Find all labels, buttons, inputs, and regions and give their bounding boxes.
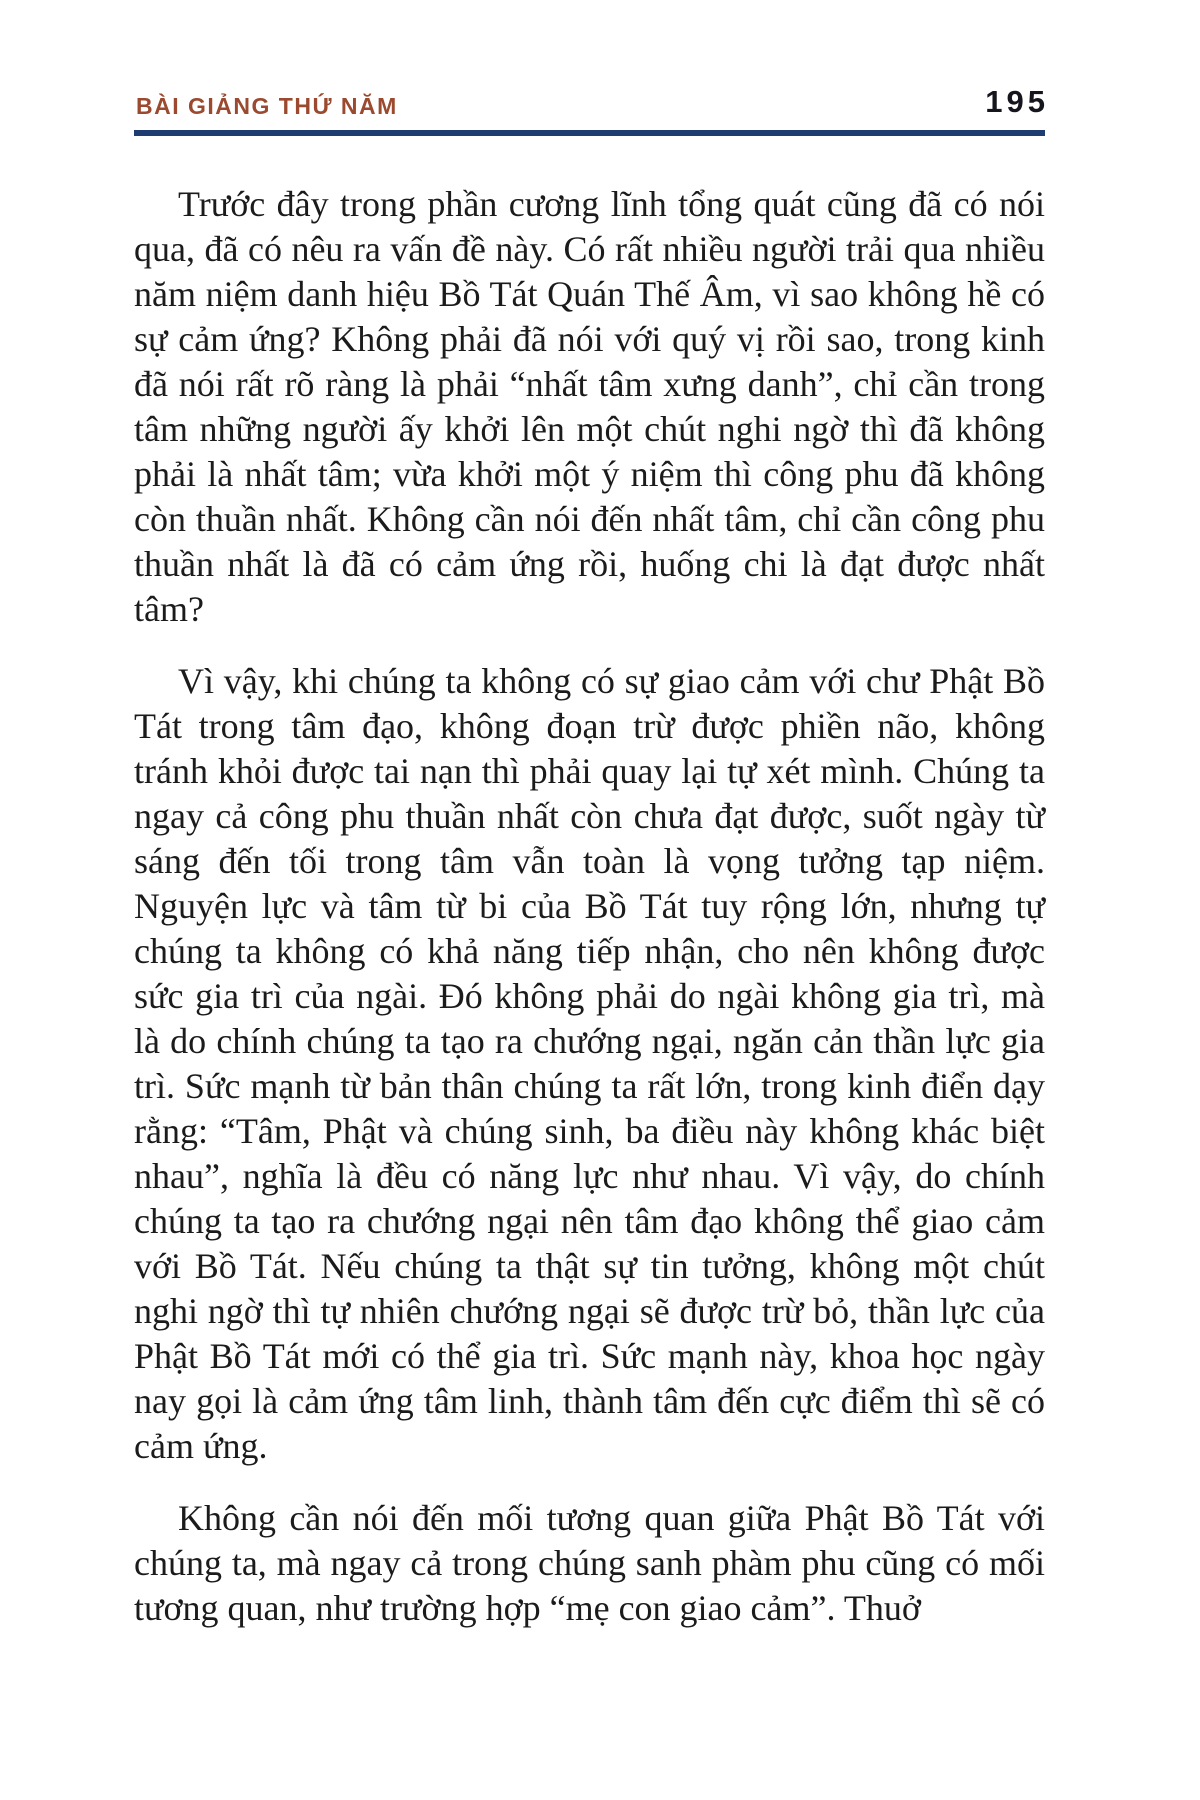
page-number: 195 (985, 84, 1049, 119)
page-body (134, 182, 1045, 1631)
body-paragraph: Trước đây trong phần cương lĩnh tổng quát cũng đã có nói qua, đã có nêu ra vấn đề này. Có rất nhiều người trải qua nhiều năm niệm danh hiệu Bồ Tát Quán Thế Âm, vì sao không hề có sự cảm ứng? Không phải đã nói với quý vị rồi sao, trong kinh đã nói rất rõ ràng là phải “nhất tâm xưng danh”, chỉ cần trong tâm những người ấy khởi lên một chút nghi ngờ thì đã không phải là nhất tâm; vừa khởi một ý niệm thì công phu đã không còn thuần nhất. Không cần nói đến nhất tâm, chỉ cần công phu thuần nhất là đã có cảm ứng rồi, huống chi là đạt được nhất tâm? (134, 184, 1045, 629)
body-paragraph: Vì vậy, khi chúng ta không có sự giao cảm với chư Phật Bồ Tát trong tâm đạo, không đoạn trừ được phiền não, không tránh khỏi được tai nạn thì phải quay lại tự xét mình. Chúng ta ngay cả công phu thuần nhất còn chưa đạt được, suốt ngày từ sáng đến tối trong tâm vẫn toàn là vọng tưởng tạp niệm. Nguyện lực và tâm từ bi của Bồ Tát tuy rộng lớn, nhưng tự chúng ta không có khả năng tiếp nhận, cho nên không được sức gia trì của ngài. Đó không phải do ngài không gia trì, mà là do chính chúng ta tạo ra chướng ngại, ngăn cản thần lực gia trì. Sức mạnh từ bản thân chúng ta rất lớn, trong kinh điển dạy rằng: “Tâm, Phật và chúng sinh, ba điều này không khác biệt nhau”, nghĩa là đều có năng lực như nhau. Vì vậy, do chính chúng ta tạo ra chướng ngại nên tâm đạo không thể giao cảm với Bồ Tát. Nếu chúng ta thật sự tin tưởng, không một chút nghi ngờ thì tự nhiên chướng ngại sẽ được trừ bỏ, thần lực của Phật Bồ Tát mới có thể gia trì. Sức mạnh này, khoa học ngày nay gọi là cảm ứng tâm linh, thành tâm đến cực điểm thì sẽ có cảm ứng. (134, 661, 1045, 1466)
page-header (134, 84, 1049, 136)
body-paragraph: Không cần nói đến mối tương quan giữa Phật Bồ Tát với chúng ta, mà ngay cả trong chúng sanh phàm phu cũng có mối tương quan, như trường hợp “mẹ con giao cảm”. Thuở (134, 1498, 1045, 1628)
running-title: BÀI GIẢNG THỨ NĂM (136, 93, 398, 119)
